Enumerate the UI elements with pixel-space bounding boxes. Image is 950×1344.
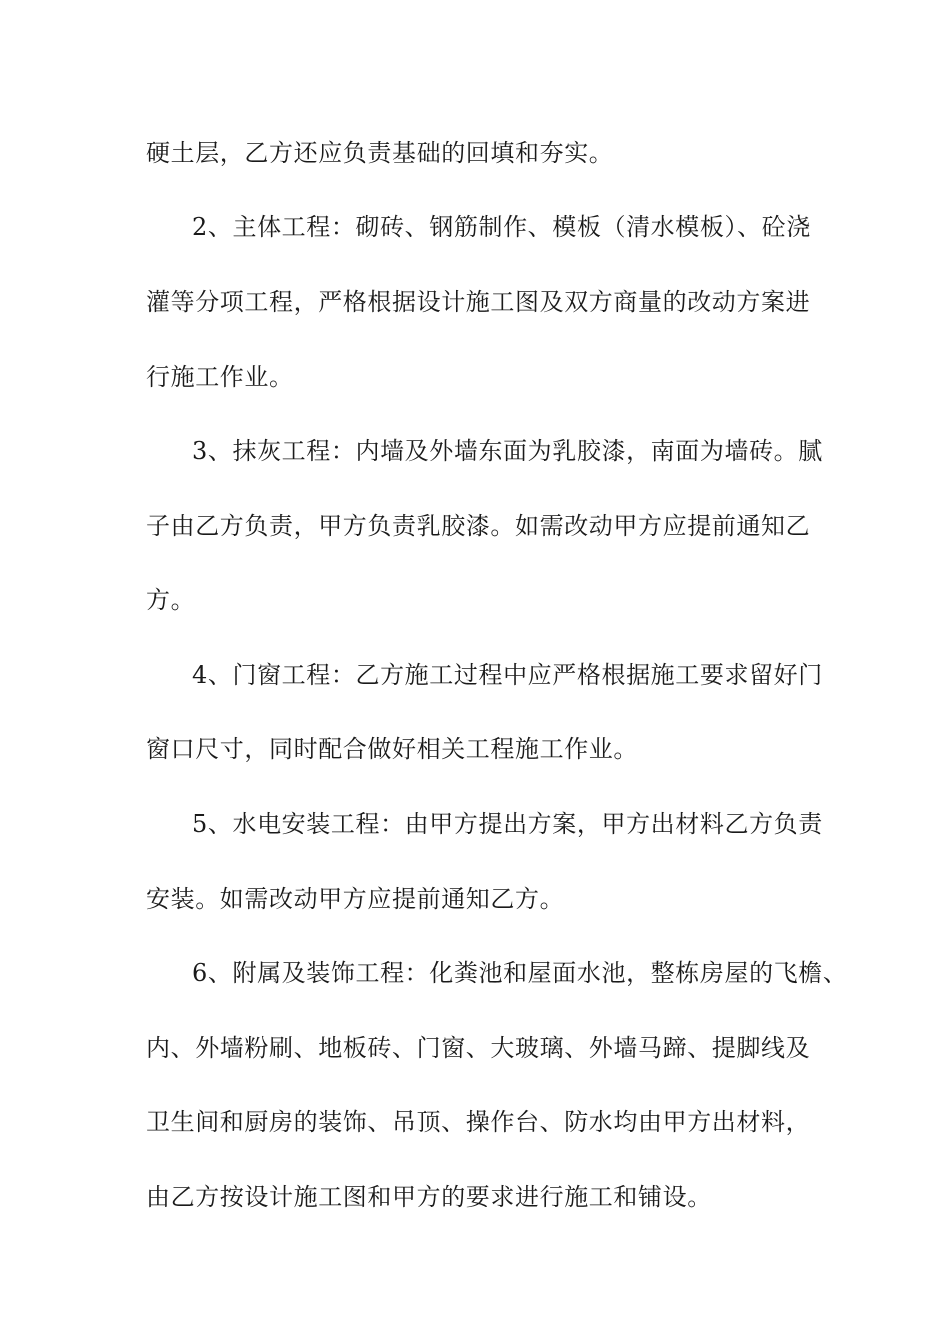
paragraph-5-line-1: 5、水电安装工程：由甲方提出方案，甲方出材料乙方负责 [192,810,823,838]
text-line: 行施工作业。 [146,363,294,391]
paragraph-3-line-1: 3、抹灰工程：内墙及外墙东面为乳胶漆，南面为墙砖。腻 [192,437,823,465]
text-line: 子由乙方负责，甲方负责乳胶漆。如需改动甲方应提前通知乙 [146,512,811,540]
paragraph-4-line-1: 4、门窗工程：乙方施工过程中应严格根据施工要求留好门 [192,661,823,689]
text-line: 由乙方按设计施工图和甲方的要求进行施工和铺设。 [146,1183,712,1211]
text-line: 窗口尺寸，同时配合做好相关工程施工作业。 [146,735,638,763]
text-line: 卫生间和厨房的装饰、吊顶、操作台、防水均由甲方出材料， [146,1108,811,1136]
text-line: 硬土层，乙方还应负责基础的回填和夯实。 [146,139,614,167]
text-line: 灌等分项工程，严格根据设计施工图及双方商量的改动方案进 [146,288,811,316]
text-line: 内、外墙粉刷、地板砖、门窗、大玻璃、外墙马蹄、提脚线及 [146,1034,811,1062]
text-line: 方。 [146,586,196,614]
text-line: 安装。如需改动甲方应提前通知乙方。 [146,885,565,913]
paragraph-2-line-1: 2、主体工程：砌砖、钢筋制作、模板（清水模板）、砼浇 [192,213,811,241]
paragraph-6-line-1: 6、附属及装饰工程：化粪池和屋面水池，整栋房屋的飞檐、 [192,959,848,987]
